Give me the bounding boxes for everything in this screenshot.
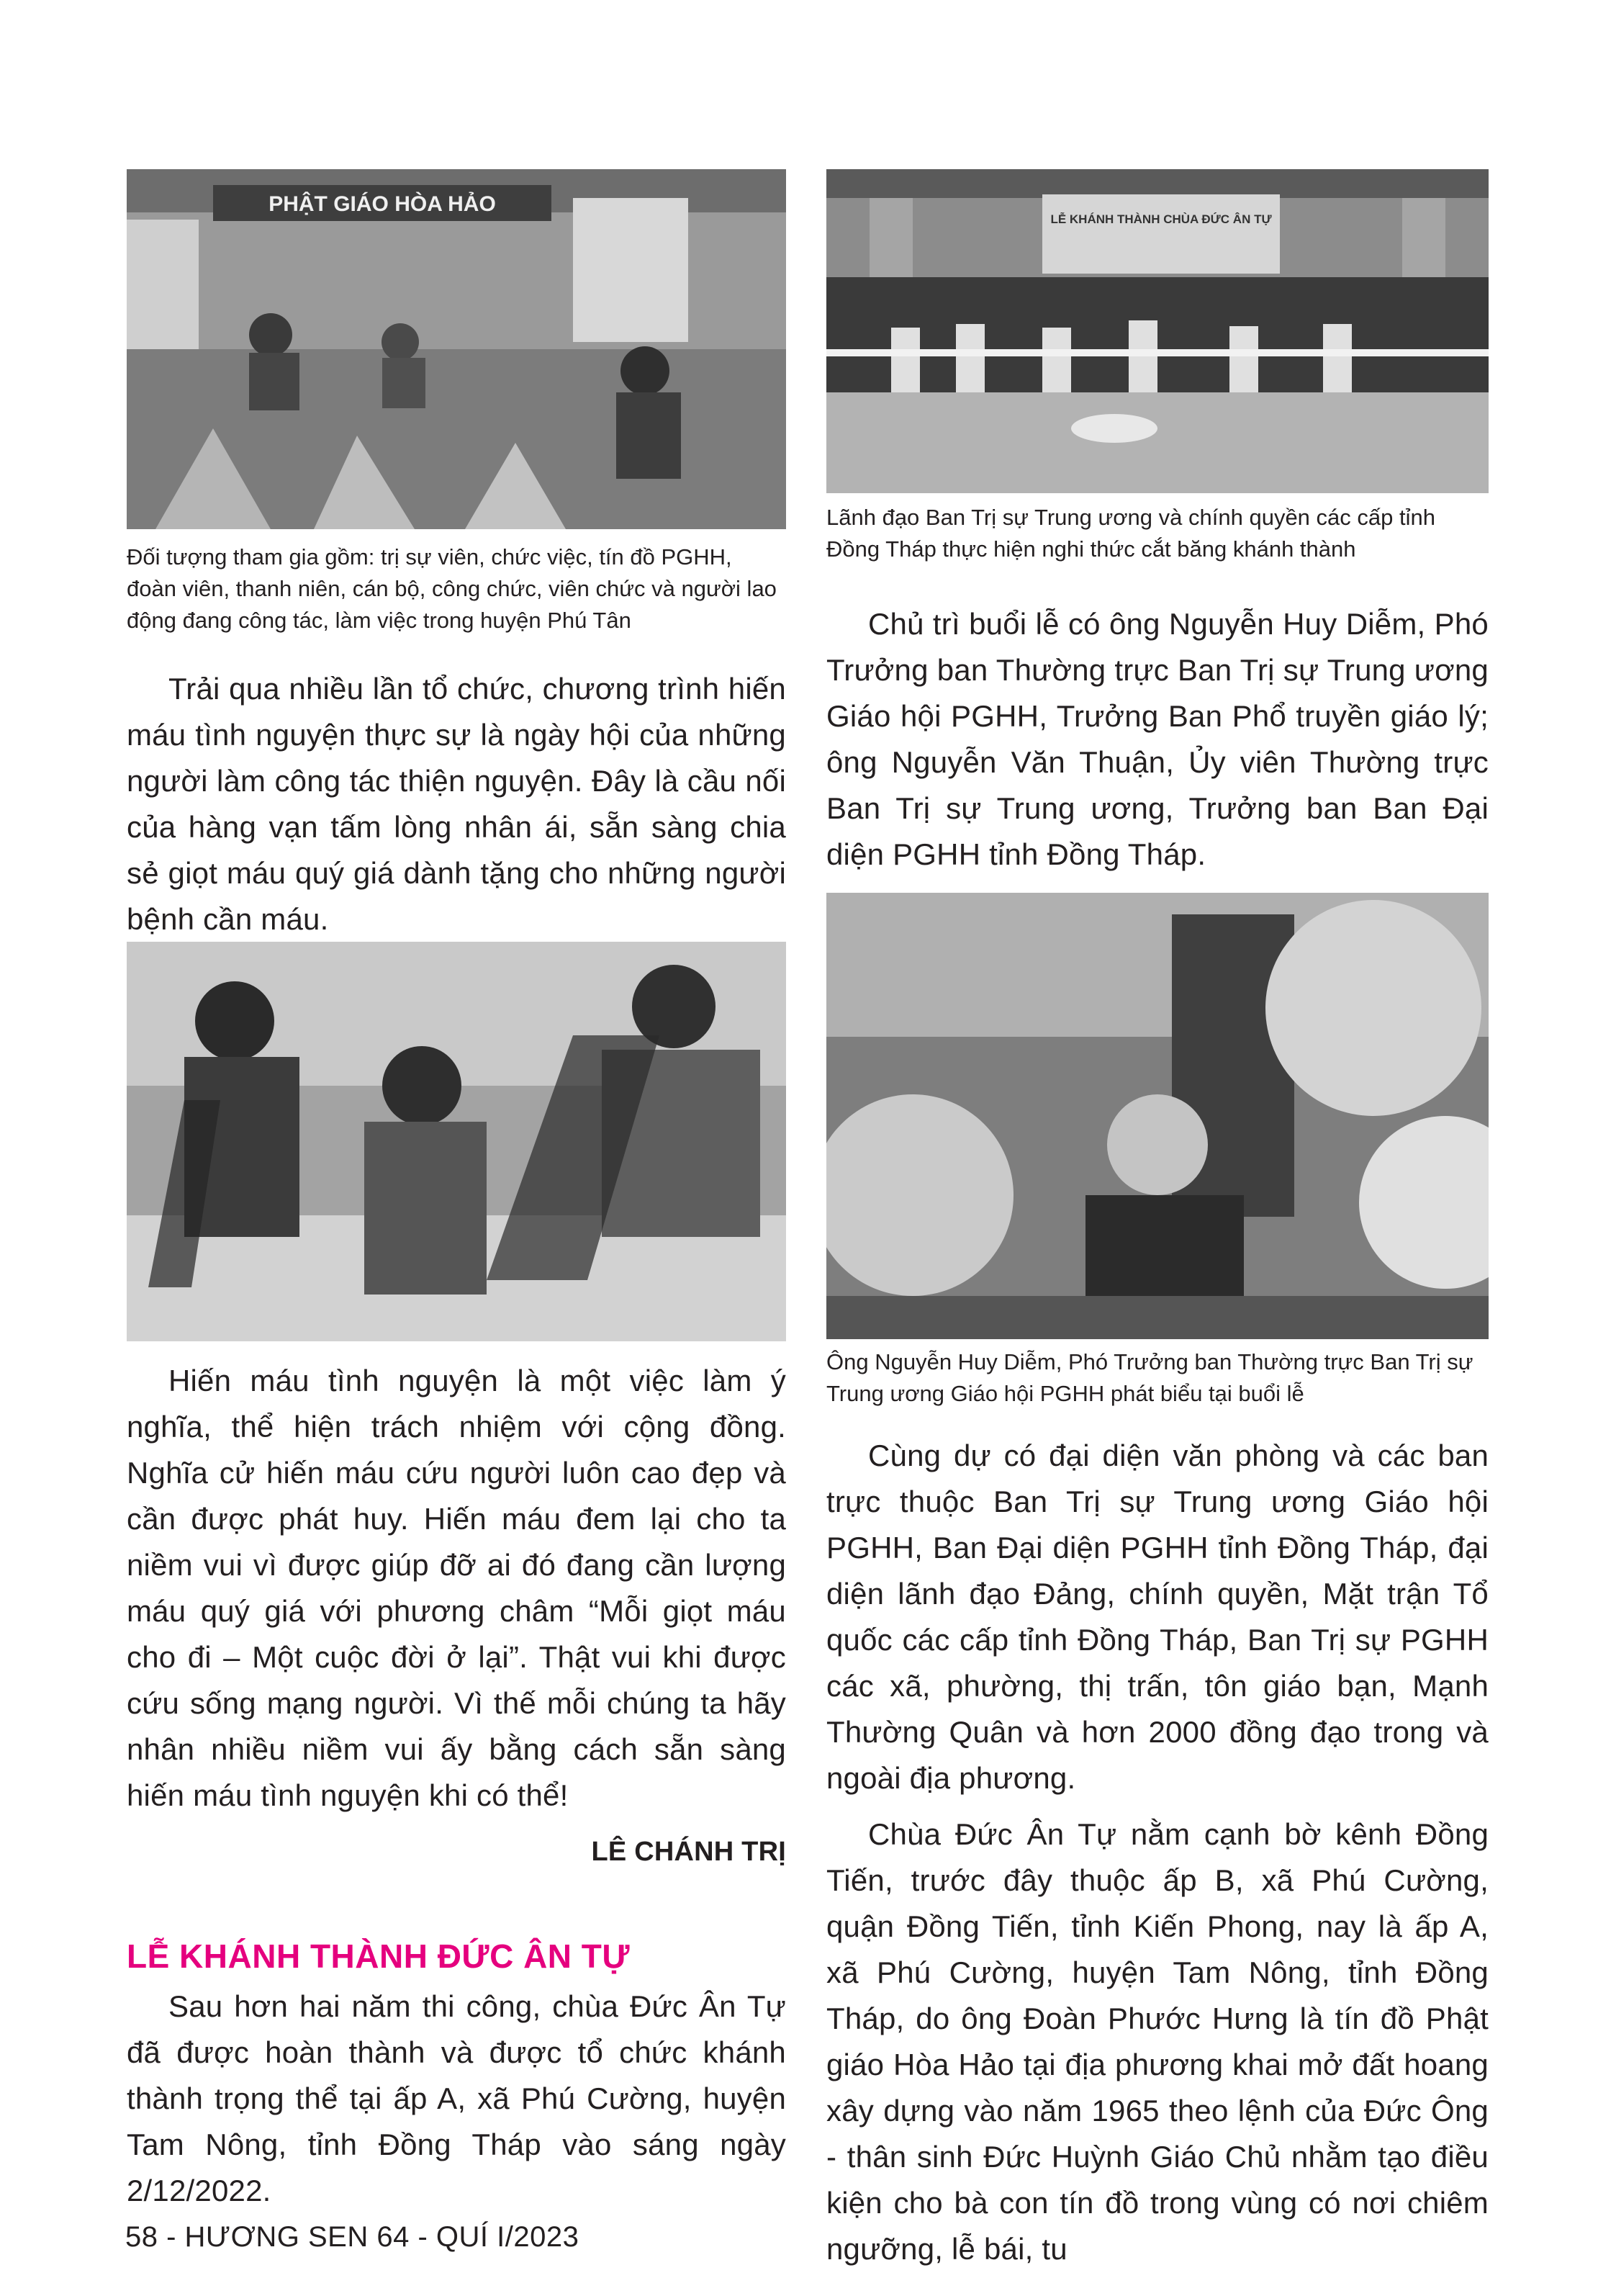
caption-speaker: Ông Nguyễn Huy Diễm, Phó Trưởng ban Thường trực Ban Trị sự Trung ương Giáo hội PGHH phát biểu tại buổi lễ (826, 1349, 1473, 1406)
caption-blood-donation-hall: Đối tượng tham gia gồm: trị sự viên, chức việc, tín đồ PGHH, đoàn viên, thanh niên, cán bộ, công chức, viên chức và người lao động đang công tác, làm việc trong huyện Phú Tân (127, 544, 777, 633)
left-column-bottom (127, 1358, 786, 1885)
caption-ribbon-cutting: Lãnh đạo Ban Trị sự Trung ương và chính quyền các cấp tỉnh Đồng Tháp thực hiện nghi thức cắt băng khánh thành (826, 505, 1435, 562)
right-column-top (826, 601, 1489, 888)
page-footer: 58 - HƯƠNG SEN 64 - QUÍ I/2023 (125, 2221, 579, 2253)
photo-speaker-art (826, 893, 1489, 1339)
body-paragraph: Chùa Đức Ân Tự nằm cạnh bờ kênh Đồng Tiến, trước đây thuộc ấp B, xã Phú Cường, quận Đồng Tiến, tỉnh Kiến Phong, nay là ấp A, xã Phú Cường, huyện Tam Nông, tỉnh Đồng Tháp, do ông Đoàn Phước Hưng là tín đồ Phật giáo Hòa Hảo tại địa phương khai mở đất hoang xây dựng vào năm 1965 theo lệnh của Đức Ông - thân sinh Đức Huỳnh Giáo Chủ nhằm tạo điều kiện cho bà con tín đồ trong vùng có nơi chiêm ngưỡng, lễ bái, tu (826, 1817, 1489, 2266)
photo-banner-text: PHẬT GIÁO HÒA HẢO (268, 192, 496, 216)
author-byline: LÊ CHÁNH TRỊ (591, 1837, 786, 1867)
left-column-top (127, 666, 786, 953)
body-paragraph: Trải qua nhiều lần tổ chức, chương trình hiến máu tình nguyện thực sự là ngày hội của những người làm công tác thiện nguyện. Đây là cầu nối của hàng vạn tấm lòng nhân ái, sẵn sàng chia sẻ giọt máu quý giá dành tặng cho những người bệnh cần máu. (127, 672, 786, 936)
photo-blood-donors-art (127, 942, 786, 1341)
photo-blood-donors (127, 942, 786, 1341)
section-title: LỄ KHÁNH THÀNH ĐỨC ÂN TỰ (127, 1937, 631, 1975)
photo-speaker (826, 893, 1489, 1339)
body-paragraph: Cùng dự có đại diện văn phòng và các ban trực thuộc Ban Trị sự Trung ương Giáo hội PGHH, Ban Đại diện PGHH tỉnh Đồng Tháp, đại diện lãnh đạo Đảng, chính quyền, Mặt trận Tổ quốc các cấp tỉnh Đồng Tháp, Ban Trị sự PGHH các xã, phường, thị trấn, tôn giáo bạn, Mạnh Thường Quân và hơn 2000 đồng đạo trong và ngoài địa phương. (826, 1439, 1489, 1795)
body-paragraph: Chủ trì buổi lễ có ông Nguyễn Huy Diễm, Phó Trưởng ban Thường trực Ban Trị sự Trung ương Giáo hội PGHH, Trưởng Ban Phổ truyền giáo lý; ông Nguyễn Văn Thuận, Ủy viên Thường trực Ban Trị sự Trung ương, Trưởng ban Ban Đại diện PGHH tỉnh Đồng Tháp. (826, 607, 1489, 871)
photo-ribbon-cutting (826, 169, 1489, 493)
photo-banner-text: LỄ KHÁNH THÀNH CHÙA ĐỨC ÂN TỰ (1050, 212, 1272, 226)
photo-blood-donation-hall (127, 169, 786, 529)
photo-blood-donation-hall-art (127, 169, 786, 529)
body-paragraph: Sau hơn hai năm thi công, chùa Đức Ân Tự đã được hoàn thành và được tổ chức khánh thành trọng thể tại ấp A, xã Phú Cường, huyện Tam Nông, tỉnh Đồng Tháp vào sáng ngày 2/12/2022. (127, 1989, 786, 2207)
right-column-bottom (826, 1433, 1489, 2282)
photo-ribbon-cutting-art (826, 169, 1489, 493)
left-column-section (127, 1984, 786, 2224)
body-paragraph: Hiến máu tình nguyện là một việc làm ý nghĩa, thể hiện trách nhiệm với cộng đồng. Nghĩa cử hiến máu cứu người luôn cao đẹp và cần được phát huy. Hiến máu đem lại cho ta niềm vui vì được giúp đỡ ai đó đang cần lượng máu quý giá với phương châm “Mỗi giọt máu cho đi – Một cuộc đời ở lại”. Thật vui khi được cứu sống mạng người. Vì thế mỗi chúng ta hãy nhân nhiều niềm vui ấy bằng cách sẵn sàng hiến máu tình nguyện khi có thể! (127, 1364, 786, 1812)
